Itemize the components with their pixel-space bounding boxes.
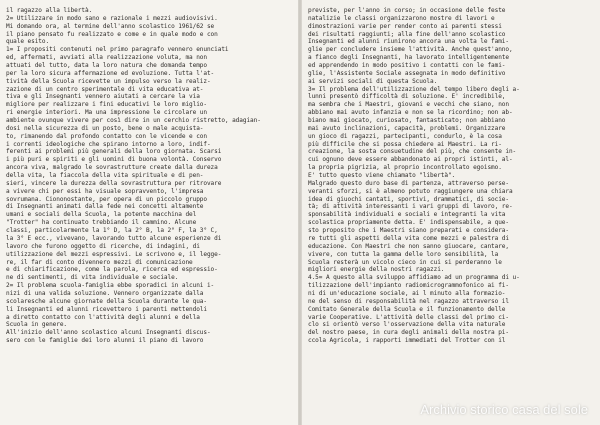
- text-line: re tutti gli aspetti della vita come mezzi e palestra di: [308, 234, 509, 242]
- text-line: glie per concludere insieme l'attività. Anche quest'anno,: [308, 46, 513, 54]
- text-line: varie Cooperative. L'attività delle classi del primo ci-: [308, 313, 509, 321]
- text-line: sponsabilità individuali e sociali e integranti la vita: [308, 211, 506, 219]
- text-line: idea di giuochi cantati, sportivi, drammatici, di socie-: [308, 195, 509, 203]
- text-line: umani e sociali della Scuola, la potente macchina del: [6, 211, 197, 219]
- text-line: tà; di attività interessanti i vari gruppi di lavoro, re-: [308, 203, 513, 211]
- text-line: zazione di un centro sperimentale di vita educativa at-: [6, 85, 204, 93]
- text-line: sieri, vincere la durezza della sovrastruttura per ritrovare: [6, 179, 222, 187]
- text-line: sto proposito che i Maestri siano preparati e considera-: [308, 227, 509, 235]
- text-line: attuati del tutto, data la loro natura che domanda tempo: [6, 62, 207, 70]
- text-line: sovrumana. Ciononostante, per opera di un piccolo gruppo: [6, 195, 207, 203]
- text-line: 4.5= A questo alla sviluppo affidiamo ad un programma di u-: [308, 274, 520, 282]
- text-line: la propria pigrizia, al proprio incontrollato egoismo.: [308, 164, 502, 172]
- text-line: ferenti ai problemi più generali della loro giornata. Scarsi: [6, 148, 222, 156]
- text-line: veranti sforzi, si è almeno potuto raggiungere una chiara: [308, 187, 513, 195]
- text-line: to, rimanendo dal profondo contatto con le vicende e con: [6, 132, 207, 140]
- text-line: abbiano mai avuto infanzia e non se la ricordino; non ab-: [308, 109, 513, 117]
- text-line: la 3° E ecc., vivevano, lavorando tutto alcune esperienze di: [6, 234, 222, 242]
- text-line: utilizzazione del mezzi espressivi. Le scrivono e, il legge-: [6, 250, 222, 258]
- text-line: migliore per realizzare i fini educativi le loro miglio-: [6, 101, 207, 109]
- text-line: 2= Utilizzare in modo sano e razionale i mezzi audiovisivi.: [6, 14, 218, 22]
- text-line: scolastica propriamente detta. E' indispensabile, a que-: [308, 219, 509, 227]
- text-line: ai servizi sociali di questa Scuola.: [308, 77, 438, 85]
- text-line: dei risultati raggiunti; alla fine dell'anno scolastico: [308, 30, 506, 38]
- text-line: Mi domando ora, al termine dell'anno scolastico 1961/62 se: [6, 22, 215, 30]
- archive-watermark: Archivio storico casa del sole: [420, 402, 588, 417]
- text-line: scolaresche alcune giornate della Scuola durante le qua-: [6, 297, 207, 305]
- text-line: cui ognuno deve essere abbandonato ai propri istinti, al-: [308, 156, 513, 164]
- text-line: Scuola in genere.: [6, 321, 68, 329]
- text-line: ma sembra che i Maestri, giovani e vecchi che siano, non: [308, 101, 509, 109]
- text-line: classi, particolarmente la 1° D, la 2° B, la 2° F, la 3° C,: [6, 227, 218, 235]
- text-line: 3= Il problema dell'utilizzazione del tempo libero degli a-: [308, 85, 520, 93]
- text-line: ccola Agricola, i rapporti immediati del Trotter con il: [308, 337, 506, 345]
- text-line: tilizzazione dell'impianto radiomicrogrammofonico ai fi-: [308, 282, 509, 290]
- text-line: a vivere chi per essi ha visuale sopravvento, l'impresa: [6, 187, 204, 195]
- text-line: lavoro che furono oggetto di ricerche, di indagini, di: [6, 242, 200, 250]
- text-line: clo si orientò verso l'osservazione della vita naturale: [308, 321, 506, 329]
- text-line: Malgrado questo duro base di partenza, attraverso perse-: [308, 179, 509, 187]
- text-line: 1= I propositi contenuti nel primo paragrafo vennero enunciati: [6, 46, 229, 54]
- text-line: Comitato Generale della Scuola e il funzionamento delle: [308, 305, 506, 313]
- text-line: educazione. Con Maestri che non sanno giuocare, cantare,: [308, 242, 509, 250]
- text-line: un gioco di ragazzi, partecipanti, condurlo, è la cosa: [308, 132, 502, 140]
- text-line: re, il far di conto divennero mezzi di comunicazione: [6, 258, 193, 266]
- text-line: dimostrazioni varie per render conto ai parenti stessi: [308, 22, 502, 30]
- text-line: creazione, la sosta consuetudine del più, che consente in-: [308, 148, 517, 156]
- text-line: glie, l'Assistente Sociale assegnata in modo definitivo: [308, 69, 506, 77]
- text-line: quale esito.: [6, 38, 50, 46]
- text-line: nizi di una valida soluzione. Vennero organizzate dalla: [6, 289, 204, 297]
- text-line: ed apprendendo in modo positivo i contatti con le fami-: [308, 62, 506, 70]
- text-line: ambiente ovunque vivere per così dire in un cerchio ristretto, adagian-: [6, 117, 261, 125]
- text-line: li Insegnanti ed alunni ricevettero i parenti mettendoli: [6, 305, 207, 313]
- left-page: [0, 0, 298, 425]
- text-line: mai avuto inclinazioni, capacità, problemi. Organizzare: [308, 124, 506, 132]
- text-line: vivere, con tutta la gamma delle loro sensibilità, la: [308, 250, 499, 258]
- text-line: ed, affermati, avviati alla realizzazione voluta, ma non: [6, 54, 207, 62]
- text-line: Insegnanti ed alunni riunirono ancora una volta le fami-: [308, 38, 509, 46]
- text-line: tiva e gli Insegnanti vennero aiutati a cercare la via: [6, 93, 200, 101]
- text-line: ancora viva, malgrado le sovrastrutture create dalla dureza: [6, 164, 218, 172]
- text-line: lunni presentò difficoltà di soluzione. E' incredibile,: [308, 93, 506, 101]
- text-line: sero con le famiglie dei loro alunni il piano di lavoro: [6, 337, 204, 345]
- text-line: per la loro sicura affermazione ed evoluzione. Tutta l'at-: [6, 69, 215, 77]
- text-line: a fianco degli Insegnanti, ha lavorato intelligentemente: [308, 54, 509, 62]
- text-line: di Insegnanti animati dalla fede nei concetti altamente: [6, 203, 204, 211]
- text-line: previste, per l'anno in corso; in occasione delle feste: [308, 7, 506, 14]
- text-line: ne di sentimenti, di vita individuale e sociale.: [6, 274, 179, 282]
- text-line: migliori energie della nostri ragazzi.: [308, 266, 445, 274]
- text-line: ni di un'educazione sociale, ai l minuto alla formazio-: [308, 289, 506, 297]
- text-line: più difficile che si possa chiedere ai Maestri. La ri-: [308, 140, 502, 148]
- text-line: biano mai giocato, curiosato, fantasticato; non abbiano: [308, 117, 506, 125]
- text-line: natalizie le classi organizzarono mostre di lavori e: [308, 14, 495, 22]
- text-line: Scuola resterà un vicolo cieco in cui si perderanno le: [308, 258, 502, 266]
- text-line: tività della Scuola ricevette un impulso verso la realiz-: [6, 77, 211, 85]
- text-line: All'inizio dell'anno scolastico alcuni Insegnanti discus-: [6, 329, 211, 337]
- text-line: e di chiarificazione, come la parola, ricerca ed espressio-: [6, 266, 218, 274]
- text-line: i più puri e spiriti e gli uomini di buona volontà. Conservo: [6, 156, 222, 164]
- right-page: [302, 0, 600, 425]
- text-line: dosi nella sicurezza di un posto, bene o male acquista-: [6, 124, 204, 132]
- text-line: "Trotter" ha continuato trebbiando il cammino. Alcune: [6, 219, 197, 227]
- text-line: E' tutto questo viene chiamato "libertà".: [308, 172, 456, 180]
- text-line: ne del senso di responsabilità nel ragazzo attraverso il: [308, 297, 509, 305]
- text-line: ri energie interiori. Ma una impressione le circolare un: [6, 109, 207, 117]
- text-line: del nostro paese, in cura degli animali della nostra pi-: [308, 329, 509, 337]
- text-line: 2= Il problema scuola-famiglia ebbe sporadici in alcuni i-: [6, 282, 215, 290]
- text-line: della vita, la fiaccola della vita spirituale e di pen-: [6, 172, 204, 180]
- text-line: il ragazzo alla libertà.: [6, 7, 93, 14]
- text-line: i correnti ideologiche che spirano intorno a loro, indif-: [6, 140, 211, 148]
- text-line: il piano pensato fu realizzato e come e in quale modo e con: [6, 30, 218, 38]
- text-line: a diretto contatto con l'attività degli alunni e della: [6, 313, 200, 321]
